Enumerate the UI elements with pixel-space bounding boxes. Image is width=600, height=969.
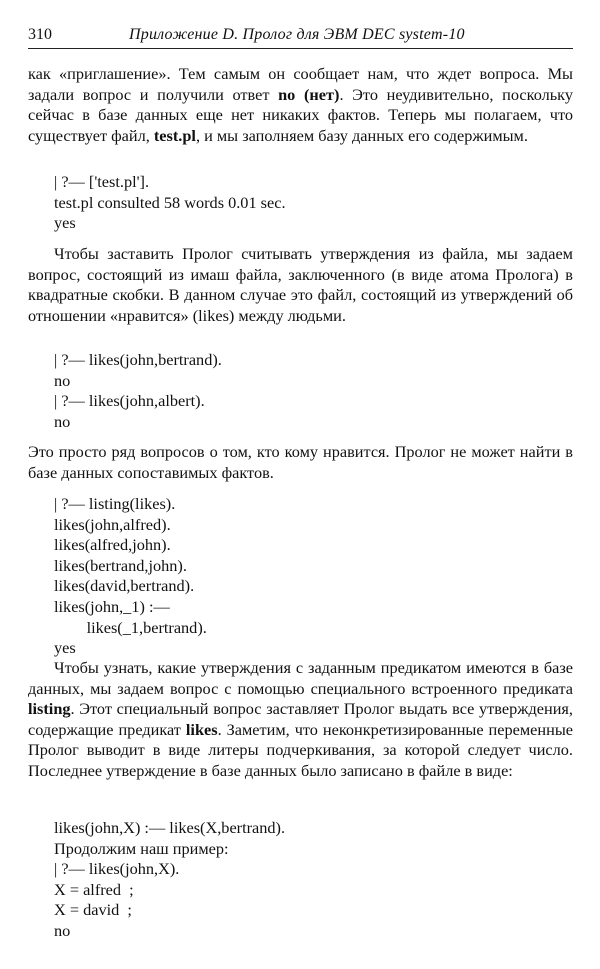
code-line: | ?— likes(john,albert). [54,391,205,411]
code-line: test.pl consulted 58 words 0.01 sec. [54,192,286,212]
code-line: yes [54,213,76,233]
paragraph-queries-explanation: Это просто ряд вопросов о том, кто кому нравится. Пролог не может найти в базе данных сопоставимых фактов. [28,442,573,482]
code-line: no [54,370,71,390]
code-line: likes(john,_1) :— [54,596,170,616]
paragraph-listing-explanation: Чтобы узнать, какие утверждения с заданным предикатом имеются в базе данных, мы задаем вопрос с помощью специального встроенного предиката listing. Этот специальный вопрос заставляет Пролог выдать все утверждения, содержащие предикат likes. Заметим, что неконкретизированные переменные Пролог выводит в виде литеры подчеркивания, за которой следует число. Последнее утверждение в базе данных было записано в файле в виде: [28,658,573,780]
code-line: X = alfred ; [54,879,134,899]
code-line: likes(bertrand,john). [54,555,187,575]
paragraph-intro: как «приглашение». Тем самым он сообщает нам, что ждет вопроса. Мы задали вопрос и получили ответ no (нет). Это неудивительно, поскольку сейчас в базе данных еще нет никаких фактов. Теперь мы полагаем, что существует файл, test.pl, и мы заполняем базу данных его содержимым. [28,64,573,145]
code-line: | ?— likes(john,X). [54,859,180,879]
code-line: | ?— ['test.pl']. [54,172,150,191]
running-title: Приложение D. Пролог для ЭВМ DEC system-10 [129,26,465,43]
code-line: | ?— likes(john,bertrand). [54,350,222,369]
code-line: no [54,920,71,940]
code-block-example [54,818,554,942]
page-header [28,24,573,49]
file-name: test.pl [153,125,196,145]
code-line: likes(john,X) :— likes(X,bertrand). [54,818,286,837]
predicate-likes: likes [185,719,218,739]
code-line: likes(_1,bertrand). [54,617,207,637]
code-line: no [54,411,71,431]
code-block-queries [54,350,554,432]
code-line: | ?— listing(likes). [54,494,176,513]
code-line: likes(john,alfred). [54,514,171,534]
page-number: 310 [28,26,52,43]
answer-no: no (нет) [278,84,340,104]
code-block-consult [54,172,554,234]
code-line: X = david ; [54,900,132,920]
code-line: Продолжим наш пример: [54,838,229,858]
code-block-listing [54,494,554,659]
code-line: likes(alfred,john). [54,535,171,555]
paragraph-consult-explanation: Чтобы заставить Пролог считывать утверждения из файла, мы задаем вопрос, состоящий из имаш файла, заключенного (в виде атома Пролога) в квадратные скобки. В данном случае это файл, состоящий из утверждений об отношении «нравится» (likes) между людьми. [28,244,573,325]
code-line: yes [54,638,76,658]
code-line: likes(david,bertrand). [54,576,195,596]
predicate-listing: listing [28,699,71,719]
